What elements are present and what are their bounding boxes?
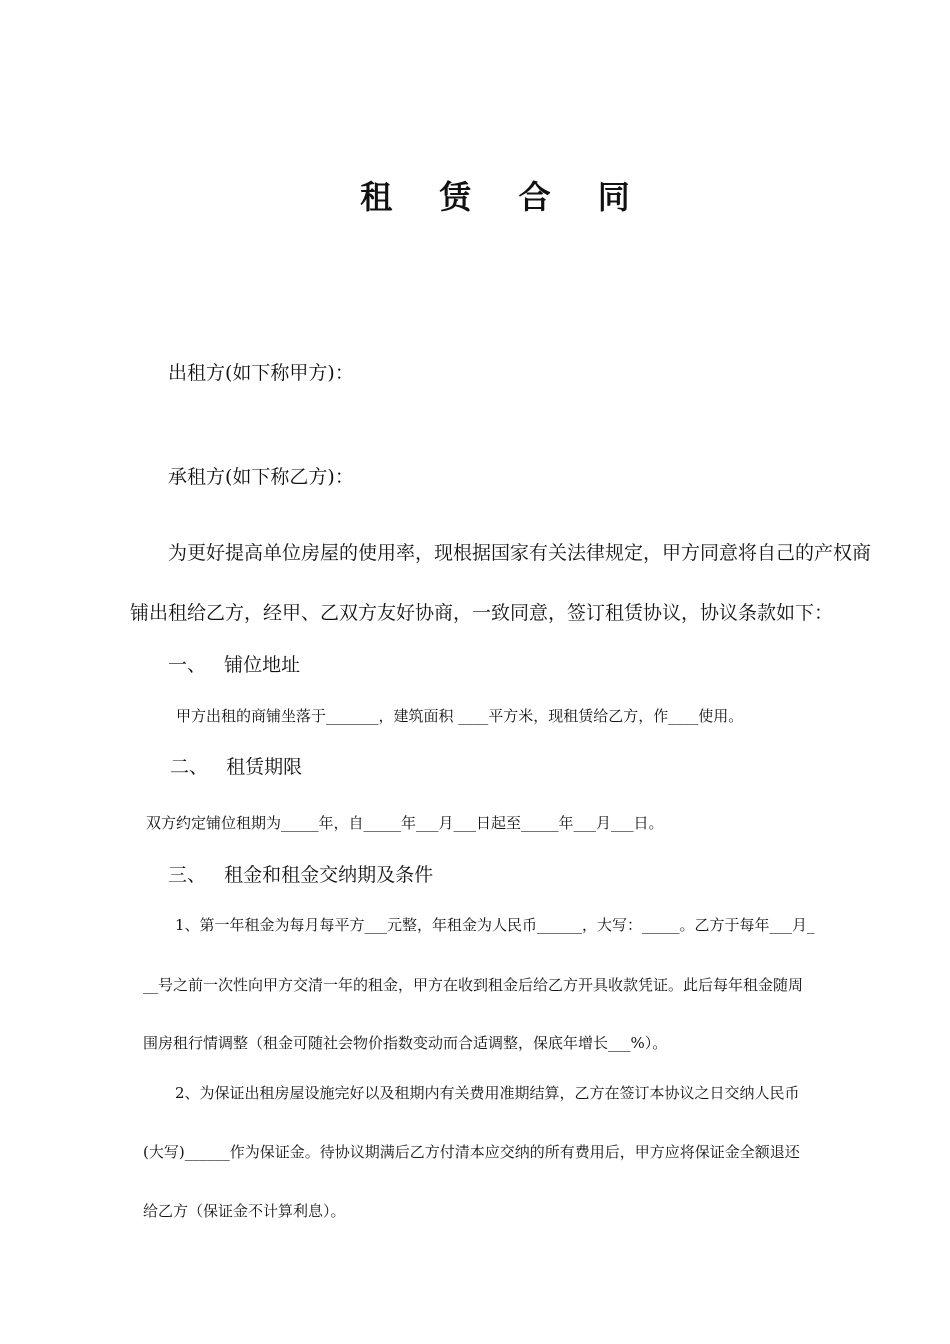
section-2-body: 双方约定铺位租期为_____年，自_____年___月___日起至_____年___月___日。 [146,814,664,832]
section-3-para-2-line-2: (大写)______作为保证金。待协议期满后乙方付清本应交纳的所有费用后，甲方应将保证金全额退还 [143,1143,800,1161]
section-3-para-1-line-1: 1、第一年租金为每月每平方___元整，年租金为人民币______，大写：_____。乙方于每年___月_ [175,916,815,934]
section-3-para-2-line-3: 给乙方（保证金不计算利息）。 [143,1202,346,1220]
section-3-para-2-line-1: 2、为保证出租房屋设施完好以及租期内有关费用准期结算，乙方在签订本协议之日交纳人民币 [175,1084,800,1102]
section-3-para-1-line-3: 围房租行情调整（租金可随社会物价指数变动而合适调整，保底年增长___%）。 [143,1034,668,1052]
lessee-label: 承租方(如下称乙方)： [168,466,354,488]
document-title: 租 赁 合 同 [360,178,648,216]
section-3-heading: 三、 租金和租金交纳期及条件 [168,864,434,886]
section-1-heading: 一、 铺位地址 [168,654,301,676]
intro-line-1: 为更好提高单位房屋的使用率，现根据国家有关法律规定，甲方同意将自己的产权商 [168,542,872,564]
intro-line-2: 铺出租给乙方，经甲、乙双方友好协商，一致同意，签订租赁协议，协议条款如下： [130,602,834,624]
lessor-label: 出租方(如下称甲方)： [168,362,354,384]
section-1-body: 甲方出租的商铺坐落于_______，建筑面积 ____平方米，现租赁给乙方，作____使用。 [176,707,744,725]
section-2-heading: 二、 租赁期限 [170,756,303,778]
section-3-para-1-line-2: __号之前一次性向甲方交清一年的租金，甲方在收到租金后给乙方开具收款凭证。此后每年租金随周 [143,976,804,994]
